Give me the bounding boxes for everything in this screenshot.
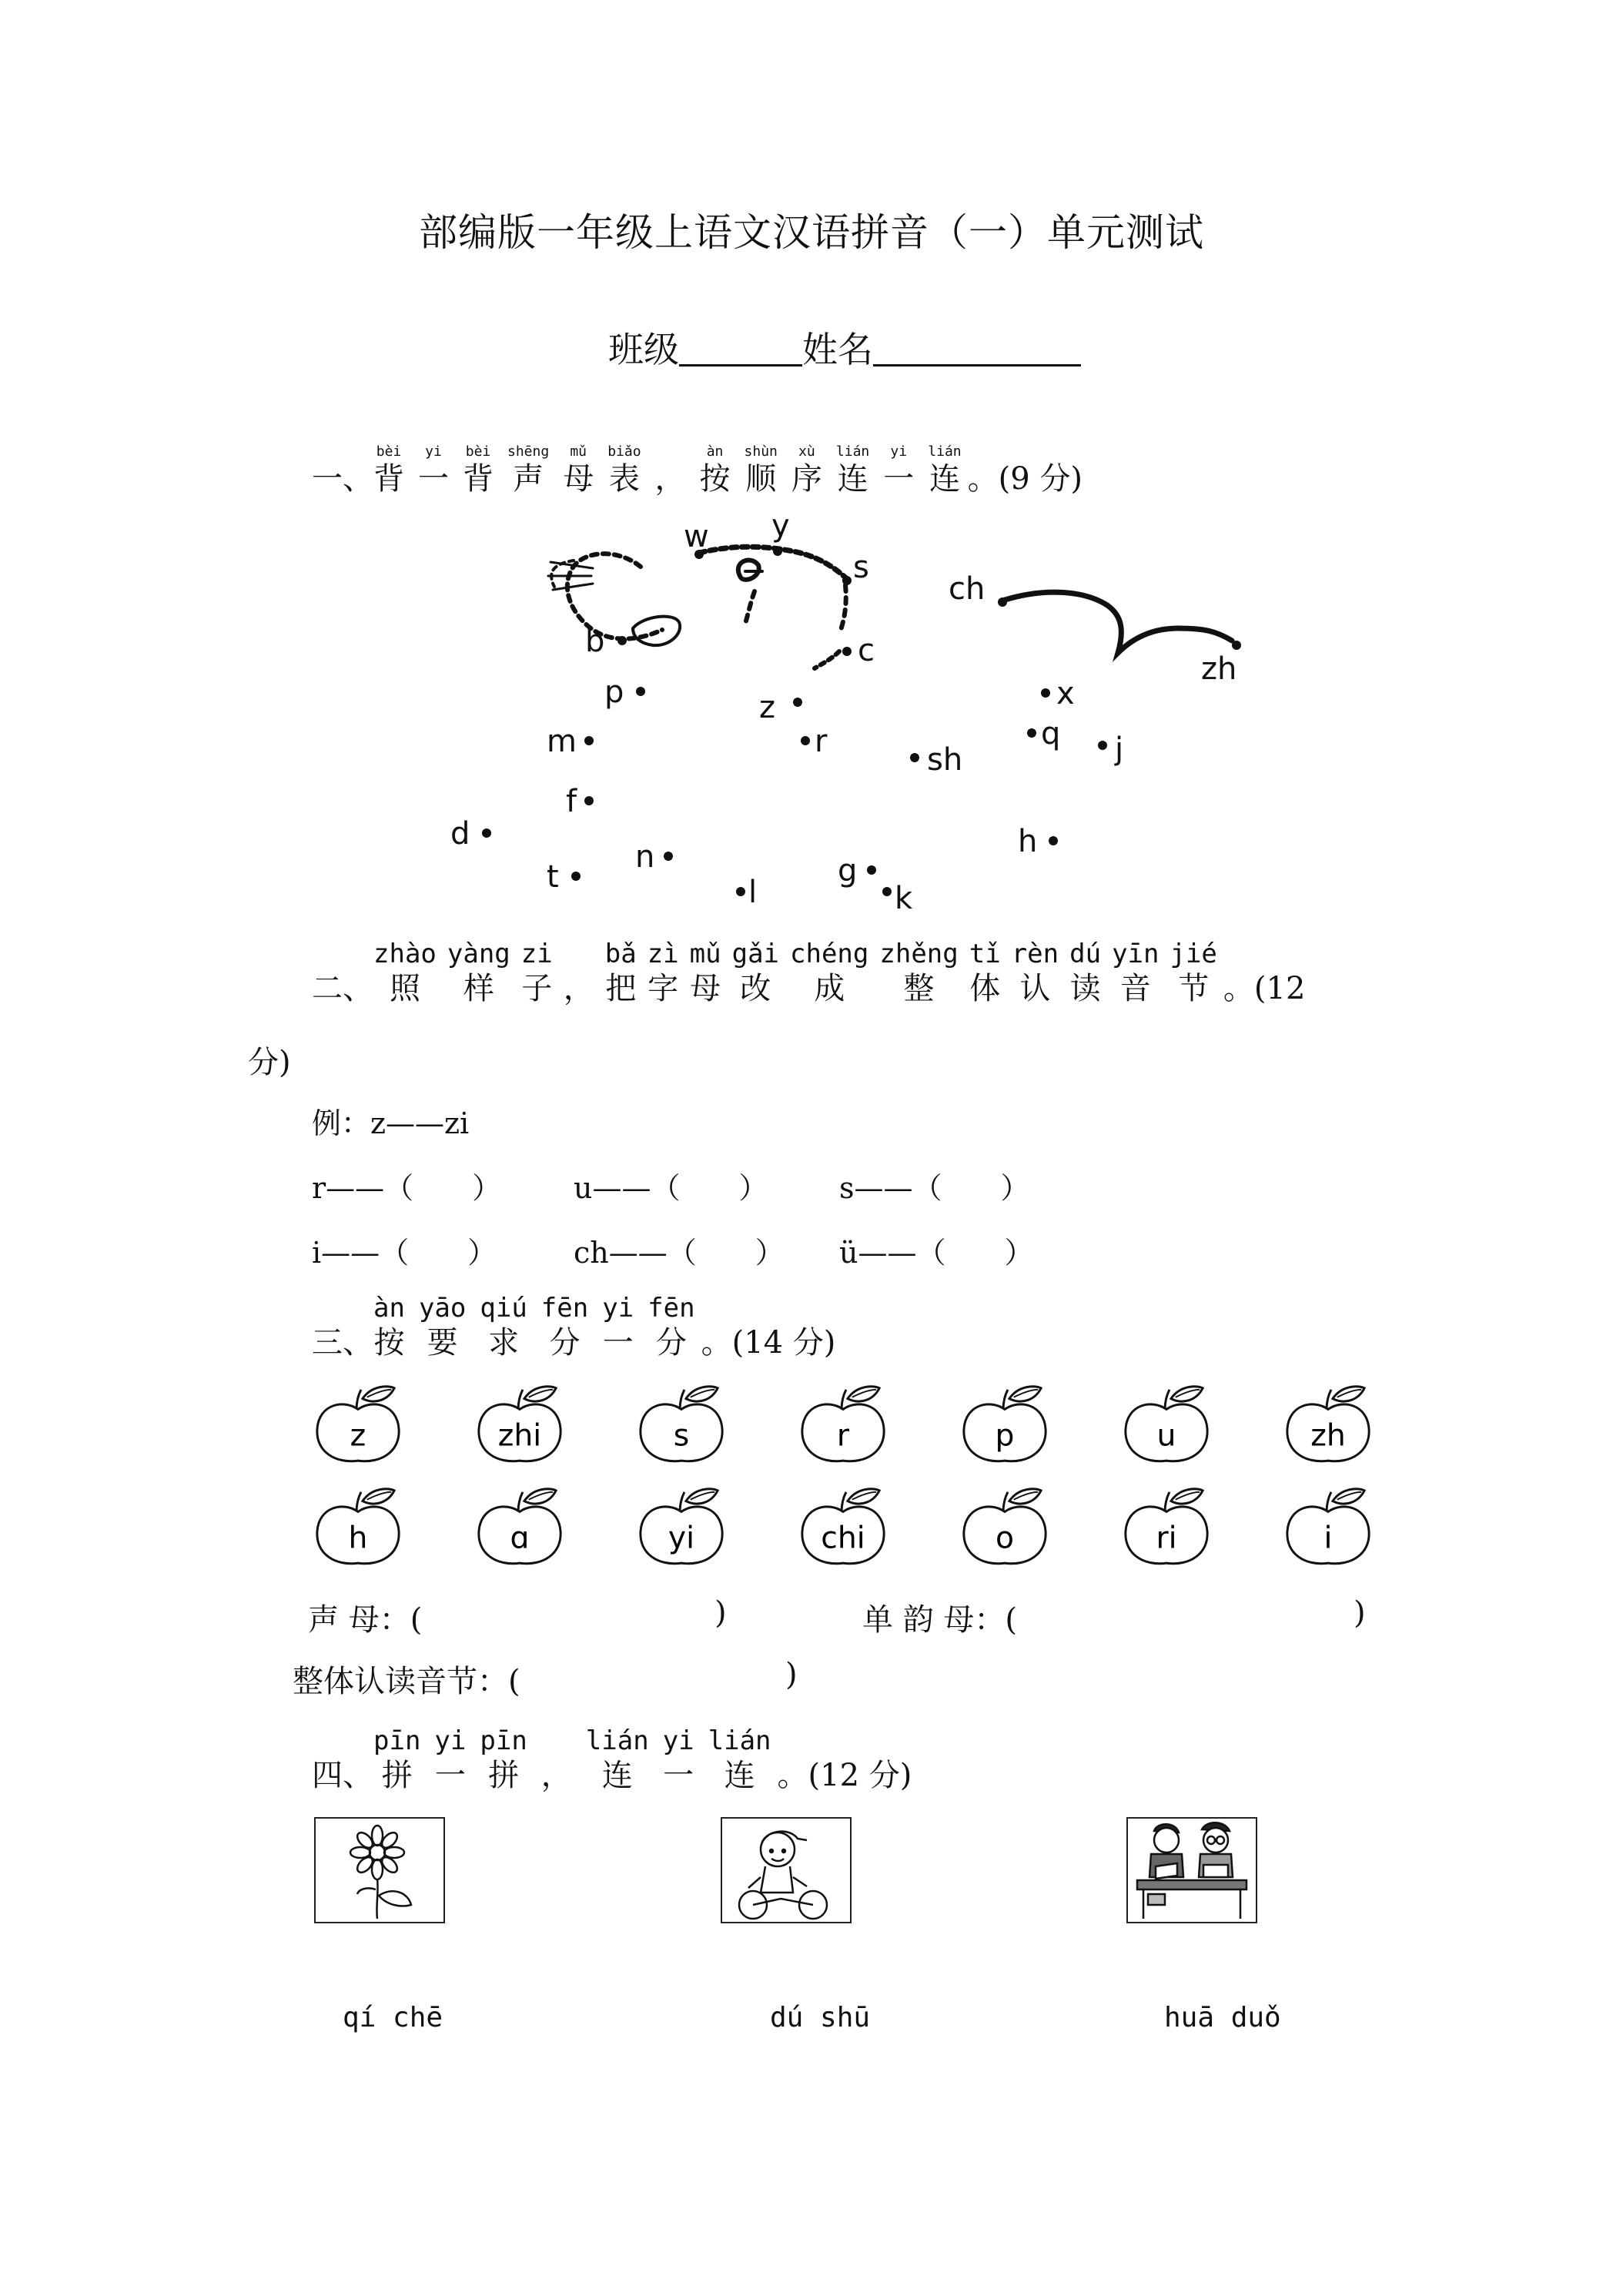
q2-item-ch[interactable]: ch——（ ） xyxy=(574,1236,785,1270)
q3-word-hanzi: 分 xyxy=(655,1325,687,1361)
letter-g: g xyxy=(838,853,858,889)
dot-zh xyxy=(1232,641,1241,650)
dot-r xyxy=(801,736,810,745)
q1-word-hanzi: 按 xyxy=(699,461,731,497)
q4-word-hanzi: 一 xyxy=(663,1758,694,1793)
q4-word xyxy=(708,1725,771,1793)
letter-n: n xyxy=(635,839,655,875)
children-reading-icon xyxy=(1128,1819,1256,1922)
q2-word xyxy=(605,941,637,1006)
zhengti-label: 整体认读音节：( xyxy=(293,1664,520,1699)
q2-word-hanzi: 节 xyxy=(1178,971,1210,1006)
letter-s: s xyxy=(853,550,869,585)
dot-l xyxy=(736,887,745,896)
q1-word-hanzi: 背 xyxy=(463,461,494,497)
class-label: 班级 xyxy=(608,329,679,370)
apple-label: zhi xyxy=(497,1418,542,1454)
q3-word-pinyin: fēn xyxy=(648,1293,695,1324)
q1-word xyxy=(883,445,914,496)
q2-word-hanzi: 认 xyxy=(1019,971,1051,1006)
letter-d: d xyxy=(450,816,470,852)
dot-d xyxy=(482,828,491,838)
shengmu-label: 声 母：( xyxy=(308,1602,423,1638)
dot-q xyxy=(1027,728,1036,738)
q2-word-pinyin: rèn xyxy=(1011,939,1059,969)
q4-word xyxy=(541,1754,572,1792)
q4-number: 四、 xyxy=(312,1758,373,1793)
q3-word-hanzi: 求 xyxy=(488,1325,520,1361)
dot-connect-figure xyxy=(439,500,1286,932)
q4-word xyxy=(585,1725,649,1793)
q2-heading xyxy=(312,941,1305,1006)
apple-1-2[interactable] xyxy=(635,1382,728,1467)
answer-hua-duo[interactable]: huā duǒ xyxy=(1164,2002,1281,2033)
dot-ch xyxy=(998,597,1007,607)
q4-word-hanzi: 拼 xyxy=(381,1758,413,1793)
q1-word xyxy=(463,445,494,496)
dot-k xyxy=(882,887,892,896)
q2-word-hanzi: 体 xyxy=(969,971,1001,1006)
dot-sh xyxy=(910,753,919,762)
q3-word-hanzi: 按 xyxy=(373,1325,405,1361)
letter-m: m xyxy=(547,724,577,759)
q2-number: 二、 xyxy=(312,971,373,1006)
q3-word-hanzi: 要 xyxy=(427,1325,458,1361)
q3-tail: 。(14 分) xyxy=(701,1325,836,1361)
q2-word-pinyin: tǐ xyxy=(969,939,1001,969)
q2-word-pinyin: zì xyxy=(647,939,679,969)
q2-word-hanzi: 子 xyxy=(521,971,553,1006)
q3-word-pinyin: fēn xyxy=(540,1293,589,1324)
q1-word-hanzi: 序 xyxy=(791,461,822,497)
apple-label: o xyxy=(995,1521,1015,1556)
q2-words xyxy=(373,941,1217,1006)
q2-word xyxy=(1012,941,1059,1006)
q3-word-pinyin: yāo xyxy=(418,1293,467,1324)
q3-words xyxy=(373,1295,695,1360)
class-blank[interactable] xyxy=(679,330,802,366)
q2-word-pinyin: dú xyxy=(1069,939,1102,969)
q1-word-hanzi: 声 xyxy=(513,461,544,497)
apple-label: i xyxy=(1323,1521,1333,1556)
dot-m xyxy=(584,736,594,745)
q2-word-pinyin: jié xyxy=(1170,939,1217,969)
dot-y xyxy=(773,547,782,556)
q3-word-pinyin: qiú xyxy=(480,1293,527,1324)
apple-label: yi xyxy=(668,1521,695,1556)
letter-zh: zh xyxy=(1201,651,1237,687)
dot-c xyxy=(842,647,852,656)
q2-word-hanzi: 成 xyxy=(814,971,845,1006)
q2-word xyxy=(1069,941,1101,1006)
q2-word xyxy=(690,941,721,1006)
q1-word-pinyin: lián xyxy=(928,443,962,460)
dot-b xyxy=(617,636,627,645)
shengmu-answer-area[interactable] xyxy=(443,1595,704,1632)
q1-word-pinyin: àn xyxy=(706,443,724,460)
q1-words xyxy=(373,445,962,496)
q2-word xyxy=(1170,941,1216,1006)
q4-word-pinyin: lián xyxy=(708,1725,771,1756)
dot-x xyxy=(1041,688,1050,698)
q3-word xyxy=(480,1295,527,1360)
apple-2-5[interactable] xyxy=(1120,1484,1213,1569)
apple-row-1 xyxy=(312,1382,1405,1471)
letter-t: t xyxy=(547,859,559,895)
letter-f: f xyxy=(566,784,577,819)
apple-1-0[interactable] xyxy=(312,1382,404,1467)
apple-label: u xyxy=(1156,1418,1176,1454)
q1-word-hanzi: 背 xyxy=(373,461,404,497)
apple-1-1[interactable] xyxy=(474,1382,566,1467)
shengmu-close: ) xyxy=(714,1595,727,1631)
apple-2-1[interactable] xyxy=(474,1484,566,1569)
q1-word-hanzi: 表 xyxy=(608,461,640,497)
q2-word-hanzi: 字 xyxy=(648,971,679,1006)
letter-sh: sh xyxy=(927,742,963,778)
page-title: 部编版一年级上语文汉语拼音（一）单元测试 xyxy=(419,210,1204,255)
flower-icon xyxy=(316,1819,443,1922)
q2-tail: 。(12 xyxy=(1223,971,1306,1006)
zhengti-close: ) xyxy=(785,1657,798,1692)
q3-word xyxy=(419,1295,466,1360)
q4-word-hanzi: ， xyxy=(540,1758,572,1793)
q1-word-pinyin: biǎo xyxy=(607,443,641,460)
zhengti-answer-area[interactable] xyxy=(531,1657,778,1694)
q2-word-pinyin: bǎ xyxy=(604,939,637,969)
q1-word xyxy=(928,445,961,496)
q1-word-pinyin: yi xyxy=(425,443,442,460)
q2-tail-continued: 分) xyxy=(248,1045,291,1080)
q2-item-u-umlaut[interactable]: ü——（ ） xyxy=(839,1236,1034,1270)
letter-z: z xyxy=(759,690,775,725)
q3-number: 三、 xyxy=(312,1325,373,1361)
letter-l: l xyxy=(748,875,758,910)
apple-label: s xyxy=(673,1418,690,1454)
q3-word-pinyin: àn xyxy=(373,1293,405,1324)
q1-word xyxy=(700,445,731,496)
q2-item-r[interactable]: r——（ ） xyxy=(312,1171,502,1205)
q2-word xyxy=(969,941,1001,1006)
q3-word xyxy=(373,1295,405,1360)
q3-word xyxy=(602,1295,634,1360)
q1-word xyxy=(507,445,549,496)
q4-word xyxy=(662,1725,694,1793)
q2-word-pinyin: zhěng xyxy=(879,939,959,969)
q1-word-hanzi: 顺 xyxy=(745,461,777,497)
q4-word-pinyin: yi xyxy=(662,1725,694,1756)
q1-word-hanzi: 一 xyxy=(418,461,449,497)
q2-word xyxy=(564,967,594,1006)
q2-word xyxy=(732,941,779,1006)
q1-word-pinyin: shēng xyxy=(507,443,550,460)
q3-word xyxy=(541,1295,588,1360)
q1-word-pinyin: bèi xyxy=(465,443,491,460)
q2-word-hanzi: 音 xyxy=(1119,971,1151,1006)
q2-word-hanzi: 母 xyxy=(690,971,721,1006)
answer-du-shu[interactable]: dú shū xyxy=(770,2002,871,2033)
apple-2-2[interactable] xyxy=(635,1484,728,1569)
letter-ch: ch xyxy=(949,571,986,607)
q4-word-pinyin: yi xyxy=(434,1725,467,1756)
apple-2-4[interactable] xyxy=(959,1484,1051,1569)
danyunmu-answer-area[interactable] xyxy=(1024,1595,1347,1632)
dot-h xyxy=(1049,836,1058,845)
q1-word xyxy=(607,445,641,496)
q2-example: 例：z——zi xyxy=(312,1106,470,1140)
letter-p: p xyxy=(604,674,624,710)
q2-word-hanzi: 把 xyxy=(605,971,637,1006)
q1-word xyxy=(563,445,594,496)
q1-word-hanzi: ， xyxy=(654,461,686,497)
dot-z xyxy=(793,698,802,707)
q2-item-s[interactable]: s——（ ） xyxy=(839,1171,1030,1205)
q2-word-pinyin: yàng xyxy=(447,939,510,969)
q2-word xyxy=(447,941,510,1006)
class-name-line xyxy=(608,322,1081,373)
q2-word xyxy=(879,941,958,1006)
apple-label: h xyxy=(348,1521,368,1556)
letter-r: r xyxy=(815,724,828,759)
q2-word-hanzi: 改 xyxy=(740,971,771,1006)
apple-label: p xyxy=(995,1418,1015,1454)
child-riding-bike-icon xyxy=(722,1819,850,1922)
q1-word xyxy=(836,445,869,496)
q1-word-hanzi: 连 xyxy=(929,461,960,497)
name-label: 姓名 xyxy=(802,329,873,370)
letter-b: b xyxy=(585,624,605,659)
dot-g xyxy=(867,865,876,875)
apple-label: ri xyxy=(1156,1521,1177,1556)
dot-f xyxy=(584,796,594,805)
letter-j: j xyxy=(1115,731,1124,767)
q3-word-pinyin: yi xyxy=(602,1293,634,1324)
q1-word xyxy=(791,445,822,496)
q4-word-hanzi: 一 xyxy=(434,1758,466,1793)
dot-s xyxy=(842,576,852,585)
q2-word-pinyin: chéng xyxy=(790,939,869,969)
q1-word-hanzi: 母 xyxy=(563,461,594,497)
q3-word-hanzi: 一 xyxy=(602,1325,634,1361)
danyunmu-label: 单 韵 母：( xyxy=(862,1602,1018,1638)
q4-word xyxy=(480,1725,527,1793)
q1-tail: 。(9 分) xyxy=(967,461,1083,497)
letter-q: q xyxy=(1041,716,1061,751)
q4-word-hanzi: 连 xyxy=(724,1758,755,1793)
q2-word-pinyin: mǔ xyxy=(689,939,721,969)
q4-word xyxy=(434,1725,467,1793)
q1-word-hanzi: 连 xyxy=(837,461,868,497)
answer-qi-che[interactable]: qí chē xyxy=(343,2002,443,2033)
reading-picture[interactable] xyxy=(1126,1817,1257,1923)
q2-word xyxy=(1112,941,1159,1006)
q2-item-i[interactable]: i——（ ） xyxy=(312,1236,497,1270)
danyunmu-close: ) xyxy=(1354,1595,1366,1631)
q2-word xyxy=(790,941,868,1006)
letter-h: h xyxy=(1018,824,1038,859)
apple-1-3[interactable] xyxy=(797,1382,889,1467)
q4-tail: 。(12 分) xyxy=(777,1758,912,1793)
apple-2-0[interactable] xyxy=(312,1484,404,1569)
apple-1-6[interactable] xyxy=(1282,1382,1374,1467)
apple-label: r xyxy=(836,1418,850,1454)
q1-word-pinyin: yi xyxy=(890,443,908,460)
q2-word-hanzi: 样 xyxy=(463,971,494,1006)
apple-2-3[interactable] xyxy=(797,1484,889,1569)
apple-1-5[interactable] xyxy=(1120,1382,1213,1467)
q2-word-pinyin: yīn xyxy=(1112,939,1160,969)
q1-number: 一、 xyxy=(312,461,373,497)
q2-word xyxy=(648,941,679,1006)
apple-label: ɑ xyxy=(510,1521,530,1556)
q2-word-hanzi: 读 xyxy=(1069,971,1101,1006)
q2-word-hanzi: 照 xyxy=(389,971,420,1006)
q4-word xyxy=(373,1725,421,1793)
apple-2-6[interactable] xyxy=(1282,1484,1374,1569)
apple-row-2 xyxy=(312,1484,1405,1573)
q1-word-pinyin: mǔ xyxy=(570,443,587,460)
q4-word-hanzi: 拼 xyxy=(488,1758,520,1793)
q1-word xyxy=(373,445,404,496)
q3-word-hanzi: 分 xyxy=(549,1325,581,1361)
apple-label: chi xyxy=(821,1521,865,1556)
q1-word xyxy=(418,445,449,496)
q2-word xyxy=(373,941,437,1006)
q3-word xyxy=(648,1295,694,1360)
apple-label: zh xyxy=(1310,1418,1346,1454)
q4-words xyxy=(373,1725,771,1793)
dot-n xyxy=(664,852,673,861)
q2-word-pinyin: zi xyxy=(520,939,553,969)
letter-k: k xyxy=(895,881,913,916)
q1-word xyxy=(655,459,686,496)
q3-heading xyxy=(312,1295,835,1360)
q4-heading xyxy=(312,1725,912,1793)
bike-picture[interactable] xyxy=(721,1817,852,1923)
q2-word-pinyin: zhào xyxy=(373,939,437,969)
apple-1-4[interactable] xyxy=(959,1382,1051,1467)
q4-word-pinyin: pīn xyxy=(373,1725,421,1756)
q4-word-pinyin: lián xyxy=(585,1725,649,1756)
q1-heading xyxy=(312,445,1083,496)
q2-word-hanzi: 整 xyxy=(903,971,935,1006)
q1-word-pinyin: bèi xyxy=(376,443,402,460)
letter-w: w xyxy=(684,519,709,554)
q2-item-u[interactable]: u——（ ） xyxy=(574,1171,768,1205)
q2-word xyxy=(521,941,553,1006)
dot-j xyxy=(1098,741,1107,750)
q4-word-pinyin: pīn xyxy=(480,1725,527,1756)
apple-label: z xyxy=(350,1418,366,1454)
q1-word-pinyin: lián xyxy=(835,443,870,460)
dot-p xyxy=(636,687,645,696)
q1-word-hanzi: 一 xyxy=(883,461,915,497)
q4-word-hanzi: 连 xyxy=(601,1758,633,1793)
q2-word-pinyin: gǎi xyxy=(731,939,780,969)
q1-word xyxy=(745,445,778,496)
name-blank[interactable] xyxy=(873,330,1081,366)
letter-y: y xyxy=(771,508,790,544)
q1-word-pinyin: xù xyxy=(798,443,815,460)
q2-word-hanzi: ， xyxy=(563,971,594,1006)
dot-t xyxy=(571,872,581,881)
letter-c: c xyxy=(858,633,875,668)
letter-x: x xyxy=(1056,676,1075,711)
flower-picture[interactable] xyxy=(314,1817,445,1923)
q1-word-pinyin: shùn xyxy=(744,443,778,460)
